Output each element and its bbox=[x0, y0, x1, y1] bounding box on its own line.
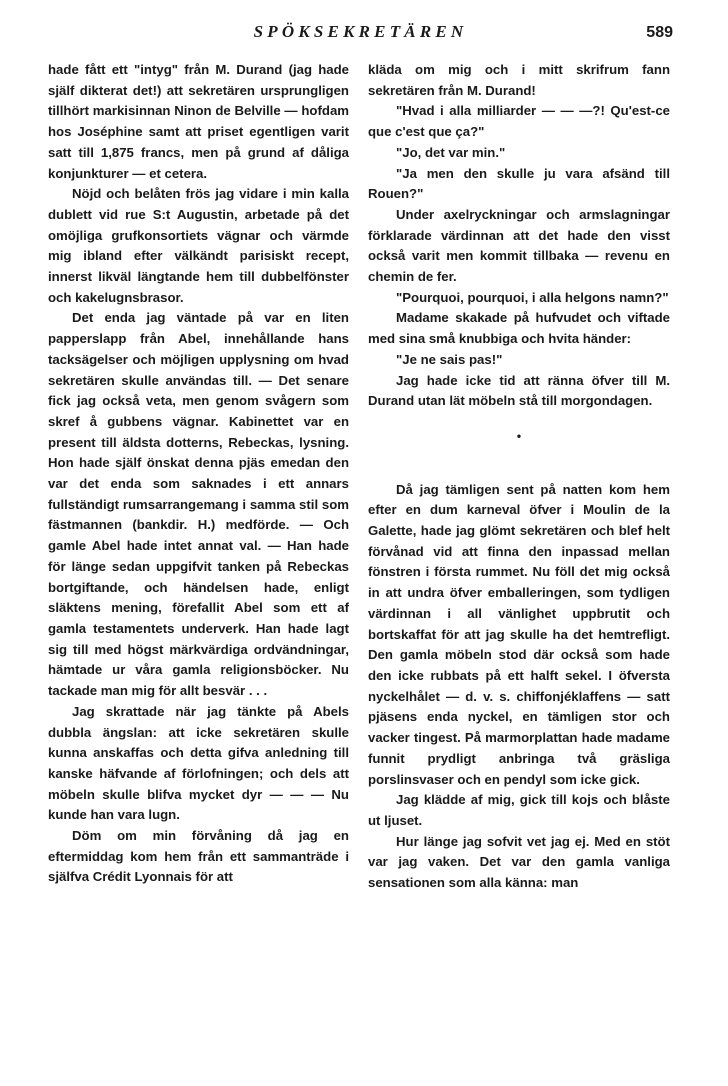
paragraph-continuation: hade fått ett "intyg" från M. Durand (jag hade själf dikterat det!) att sekretären ursprungligen tillhört markisinnan Ninon de Belville — hofdam hos Joséphine samt att priset egentligen varit satt till 1,875 francs, men på grund af dåliga konjunkturer — et cetera. bbox=[48, 62, 349, 181]
paragraph: Jag hade icke tid att ränna öfver till M. Durand utan lät möbeln stå till morgondagen. bbox=[368, 372, 670, 409]
paragraph: Madame skakade på hufvudet och viftade med sina små knubbiga och hvita händer: bbox=[368, 310, 670, 347]
paragraph: Döm om min förvåning då jag en eftermiddag kom hem från ett sammanträde i själfva Crédit Lyonnais för att bbox=[48, 828, 349, 885]
right-column bbox=[368, 60, 670, 894]
running-title: SPÖKSEKRETÄREN bbox=[253, 22, 468, 41]
page-number: 589 bbox=[646, 24, 673, 41]
paragraph: Nöjd och belåten frös jag vidare i min kalla dublett vid rue S:t Augustin, arbetade på det omöjliga grufkonsortiets vägnar och värmde mig ibland efter välkändt parisiskt recept, innerst likväl längtande hem till dubbelfönster och kakelugnsbrasor. bbox=[48, 186, 349, 305]
page-header bbox=[48, 20, 673, 50]
paragraph: Jag klädde af mig, gick till kojs och blåste ut ljuset. bbox=[368, 792, 670, 828]
dialogue-line: "Ja men den skulle ju vara afsänd till Rouen?" bbox=[368, 165, 670, 202]
dialogue-line: "Pourquoi, pourquoi, i alla helgons namn?" bbox=[396, 289, 669, 305]
dialogue-line: "Je ne sais pas!" bbox=[396, 351, 503, 367]
section-divider: • bbox=[516, 428, 522, 443]
paragraph: Då jag tämligen sent på natten kom hem efter en dum karneval öfver i Moulin de la Galette, hade jag glömt sekretären och blef helt förvånad vid att finna den inpassad mellan fönstren i första rummet. Nu föll det mig också in att undra öfver emballeringen, som tydligen värdinnan i all vänlighet uppbrutit och bortskaffat för att jag skulle ha det hemtrefligt. Den gamla möbeln stod där också som hade den icke rubbats på ett halft sekel. I öfversta nyckelhålet — d. v. s. chiffonjéklaffens — satt pjäsens enda nyckel, en tämligen stor och vacker tingest. På marmorplattan hade madame funnit prydligt anbringa två gräsliga porslinsvaser och en pendyl som icke gick. bbox=[368, 481, 670, 787]
paragraph: Det enda jag väntade på var en liten papperslapp från Abel, innehållande hans tacksägelser och möjligen upplysning om hvad sekretären skulle användas till. — Det senare fick jag också veta, men genom svågern som skref å gubbens vägnar. Kabinettet var en present till äldsta dotterns, Rebeckas, lysning. Hon hade själf önskat denna pjäs emedan den var det enda som saknades i ett annars fullständigt rumsarrangemang i samma stil som fästmannen (bankdir. H.) medförde. — Och gamle Abel hade intet annat val. — Han hade för länge sedan uppgifvit tanken på Rebeckas bortgiftande, och händelsen hade, enligt släktens mening, förefallit Abel som ett af gamla testamentets underverk. Han hade lagt sig till med högst märkvärdiga ordvändningar, hämtade ur våra gamla religionsböcker. Nu tackade man mig för allt besvär . . . bbox=[48, 310, 349, 699]
paragraph: Hur länge jag sofvit vet jag ej. Med en stöt var jag vaken. Det var den gamla vanliga sensationen som alla känna: man bbox=[368, 833, 670, 891]
paragraph: Under axelryckningar och armslagningar förklarade värdinnan att det hade den visst också varit men kommit tillbaka — revenu en chemin de fer. bbox=[368, 206, 670, 285]
left-column bbox=[48, 60, 349, 888]
dialogue-line: "Hvad i alla milliarder — — —?! Qu'est-ce que c'est que ça?" bbox=[368, 103, 670, 140]
paragraph-continuation: kläda om mig och i mitt skrifrum fann sekretären från M. Durand! bbox=[368, 62, 670, 98]
dialogue-line: "Jo, det var min." bbox=[396, 144, 506, 160]
paragraph: Jag skrattade när jag tänkte på Abels dubbla ängslan: att icke sekretären skulle kunna anskaffas och detta gifva anledning till kanske häfvande af förlofningen; och dels att möbeln skulle blifva mycket dyr — — — Nu kunde han vara lugn. bbox=[48, 703, 349, 823]
